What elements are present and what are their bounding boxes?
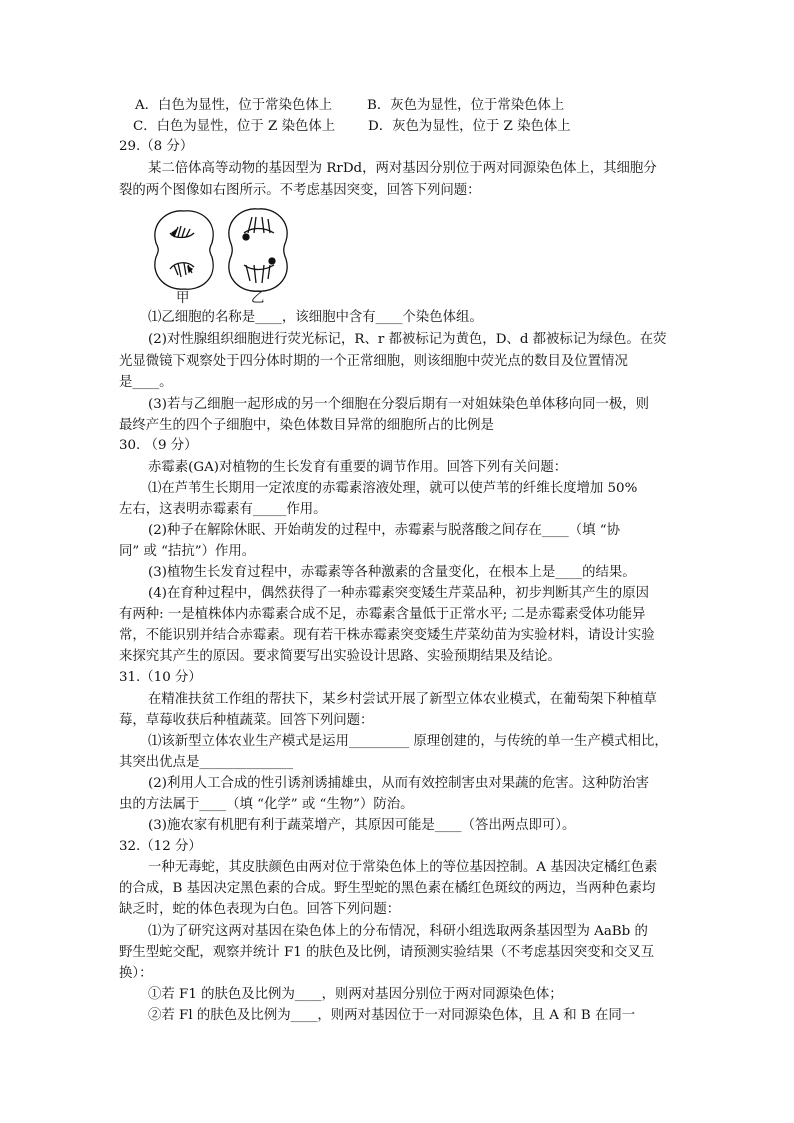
q30-header: 30. （9 分） xyxy=(119,438,198,453)
q30-part-3: (3)植物生长发育过程中，赤霉素等各种激素的含量变化，在根本上是____的结果。 xyxy=(148,565,636,580)
q30-intro: 赤霉素(GA)对植物的生长发育有重要的调节作用。回答下列有关问题： xyxy=(148,460,568,475)
q30-part-2-a: (2)种子在解除休眠、开始萌发的过程中，赤霉素与脱落酸之间存在____（填 “协 xyxy=(148,523,620,538)
option-b: B．灰色为显性，位于常染色体上 xyxy=(367,98,565,113)
figure-label-jia: 甲 xyxy=(176,291,190,306)
q31-intro-2: 莓，草莓收获后种植蔬菜。回答下列问题： xyxy=(119,713,374,728)
cell-yi xyxy=(229,209,287,291)
q29-part-3-b: 最终产生的四个子细胞中，染色体数目异常的细胞所占的比例是 xyxy=(119,418,494,433)
option-d: D．灰色为显性，位于 Z 染色体上 xyxy=(368,119,571,134)
q29-part-3-a: (3)若与乙细胞一起形成的另一个细胞在分裂后期有一对姐妹染色单体移向同一极，则 xyxy=(148,397,650,412)
q30-part-4-a: (4)在育种过程中，偶然获得了一种赤霉素突变矮生芹菜品种，初步判断其产生的原因 xyxy=(148,586,650,601)
q32-case-1: ①若 F1 的肤色及比例为____，则两对基因分别位于两对同源染色体； xyxy=(148,987,563,1002)
q31-part-2-a: (2)利用人工合成的性引诱剂诱捕雄虫，从而有效控制害虫对果蔬的危害。这种防治害 xyxy=(148,776,650,791)
option-c: C．白色为显性，位于 Z 染色体上 xyxy=(133,119,336,134)
q32-part-1-c: 换）： xyxy=(119,966,153,981)
q31-header: 31.（10 分） xyxy=(119,670,202,685)
q30-part-4-b: 有两种: 一是植株体内赤霉素合成不足，赤霉素含量低于正常水平; 二是赤霉素受体功能异 xyxy=(119,607,646,622)
q29-part-2-c: 是____。 xyxy=(119,375,173,390)
q30-part-2-b: 同” 或 “拮抗”）作用。 xyxy=(119,544,256,559)
q31-part-1-a: ⑴该新型立体农业生产模式是运用_________ 原理创建的，与传统的单一生产模式相比， xyxy=(148,734,668,749)
q29-intro-2: 裂的两个图像如右图所示。不考虑基因突变，回答下列问题： xyxy=(119,183,481,198)
q32-part-1-b: 野生型蛇交配，观察并统计 F1 的肤色及比例，请预测实验结果（不考虑基因突变和交叉互 xyxy=(119,945,655,960)
q31-part-1-b: 其突出优点是______________ xyxy=(119,755,294,770)
q31-part-3: (3)施农家有机肥有利于蔬菜增产，其原因可能是____（答出两点即可）。 xyxy=(148,818,576,833)
q32-intro-1: 一种无毒蛇，其皮肤颜色由两对位于常染色体上的等位基因控制。A 基因决定橘红色素 xyxy=(148,860,658,875)
q32-part-1-a: ⑴为了研究这两对基因在染色体上的分布情况，科研小组选取两条基因型为 AaBb 的 xyxy=(148,924,648,939)
q30-part-1-b: 左右，这表明赤霉素有_____作用。 xyxy=(119,502,327,517)
figure-label-yi: 乙 xyxy=(251,291,265,306)
q29-header: 29.（8 分） xyxy=(119,139,194,154)
q31-intro-1: 在精准扶贫工作组的帮扶下，某乡村尝试开展了新型立体农业模式，在葡萄架下种植草 xyxy=(148,692,657,707)
q32-header: 32.（12 分） xyxy=(119,839,202,854)
q29-part-2-a: (2)对性腺组织细胞进行荧光标记，R、r 都被标记为黄色，D、d 都被标记为绿色。在荧 xyxy=(148,332,667,347)
option-a: A．白色为显性，位于常染色体上 xyxy=(135,98,333,113)
cell-division-figure xyxy=(148,203,298,309)
q31-part-2-b: 虫的方法属于____（填 “化学” 或 “生物”）防治。 xyxy=(119,797,414,812)
q32-case-2: ②若 Fl 的肤色及比例为____，则两对基因位于一对同源染色体，且 A 和 B 在同一 xyxy=(148,1008,636,1023)
cell-jia xyxy=(155,211,213,289)
q29-part-2-b: 光显微镜下观察处于四分体时期的一个正常细胞，则该细胞中荧光点的数目及位置情况 xyxy=(119,354,628,369)
q29-part-1: ⑴乙细胞的名称是____，该细胞中含有____个染色体组。 xyxy=(148,310,483,325)
cell-division-diagram xyxy=(148,203,298,309)
q30-part-4-c: 常，不能识别并结合赤霉素。现有若干株赤霉素突变矮生芹菜幼苗为实验材料，请设计实验 xyxy=(119,628,655,643)
q32-intro-2: 的合成，B 基因决定黑色素的合成。野生型蛇的黑色素在橘红色斑纹的两边，当两种色素均 xyxy=(119,881,656,896)
q32-intro-3: 缺乏时，蛇的体色表现为白色。回答下列问题： xyxy=(119,902,401,917)
q30-part-4-d: 来探究其产生的原因。要求简要写出实验设计思路、实验预期结果及结论。 xyxy=(119,649,561,664)
q29-intro-1: 某二倍体高等动物的基因型为 RrDd，两对基因分别位于两对同源染色体上，其细胞分 xyxy=(148,161,657,176)
q30-part-1-a: ⑴在芦苇生长期用一定浓度的赤霉素溶液处理，就可以使芦苇的纤维长度增加 50% xyxy=(148,481,638,496)
